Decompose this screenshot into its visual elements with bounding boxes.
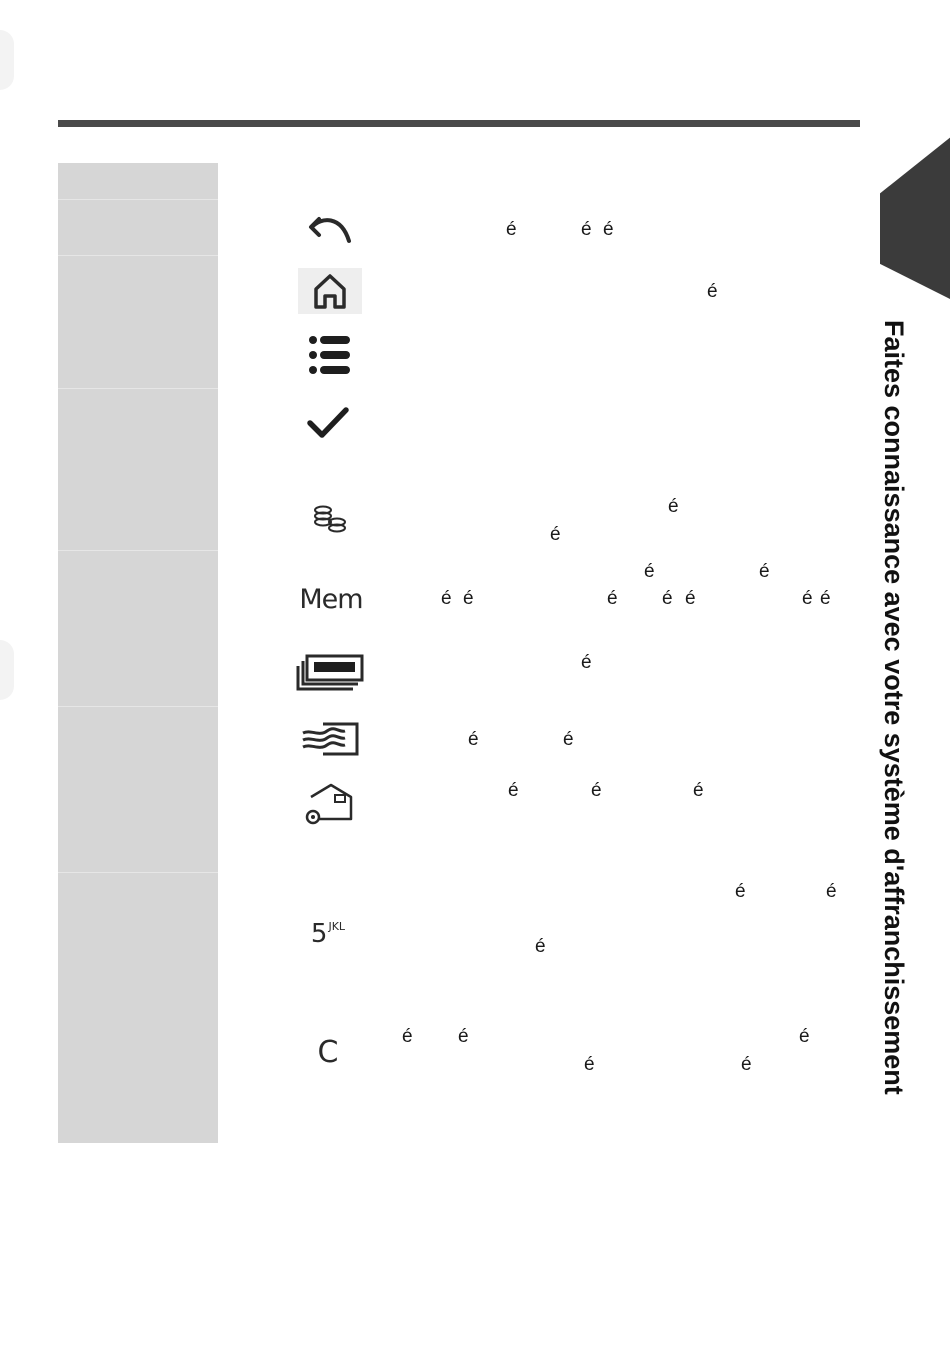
column-divider	[58, 388, 218, 389]
keypad-5-icon	[300, 914, 356, 954]
text-fragment: é	[607, 588, 618, 609]
text-fragment: é	[603, 219, 614, 240]
text-fragment: é	[820, 588, 831, 609]
check-icon	[302, 402, 354, 444]
text-fragment: é	[563, 729, 574, 750]
text-fragment: é	[402, 1026, 413, 1047]
text-fragment: é	[685, 588, 696, 609]
text-fragment: é	[693, 780, 704, 801]
text-fragment: é	[458, 1026, 469, 1047]
column-divider	[58, 199, 218, 200]
text-fragment: é	[506, 219, 517, 240]
left-label-column	[58, 163, 218, 1143]
memory-icon	[294, 580, 368, 618]
column-divider	[58, 550, 218, 551]
column-divider	[58, 706, 218, 707]
text-fragment: é	[581, 219, 592, 240]
envelope-gear-icon	[300, 780, 360, 828]
header-rule	[58, 120, 860, 127]
text-fragment: é	[662, 588, 673, 609]
text-fragment: é	[508, 780, 519, 801]
postage-print-icon	[298, 718, 362, 760]
list-icon	[302, 332, 358, 378]
coins-icon	[304, 500, 354, 540]
text-fragment: é	[535, 936, 546, 957]
text-fragment: é	[581, 652, 592, 673]
key-letters: JKL	[328, 920, 346, 933]
text-fragment: é	[584, 1054, 595, 1075]
text-fragment: é	[468, 729, 479, 750]
clear-key-icon	[308, 1032, 348, 1072]
text-fragment: é	[759, 561, 770, 582]
envelope-stack-icon	[294, 652, 366, 694]
text-fragment: é	[463, 588, 474, 609]
text-fragment: é	[802, 588, 813, 609]
key-number: 5	[310, 919, 328, 949]
text-fragment: é	[441, 588, 452, 609]
memory-label: Mem	[299, 583, 363, 615]
text-fragment: é	[644, 561, 655, 582]
text-fragment: é	[799, 1026, 810, 1047]
text-fragment: é	[550, 524, 561, 545]
home-icon	[298, 268, 362, 314]
text-fragment: é	[668, 496, 679, 517]
scan-mark	[0, 30, 14, 90]
column-divider	[58, 872, 218, 873]
clear-key-label: C	[317, 1034, 339, 1070]
text-fragment: é	[707, 281, 718, 302]
undo-icon	[300, 205, 360, 251]
text-fragment: é	[741, 1054, 752, 1075]
text-fragment: é	[735, 881, 746, 902]
column-divider	[58, 255, 218, 256]
chapter-tab	[880, 136, 950, 300]
text-fragment: é	[826, 881, 837, 902]
key-digit	[311, 919, 345, 949]
text-fragment: é	[591, 780, 602, 801]
chapter-title: Faites connaissance avec votre système d'affranchissement	[879, 320, 909, 1095]
scan-mark	[0, 640, 14, 700]
